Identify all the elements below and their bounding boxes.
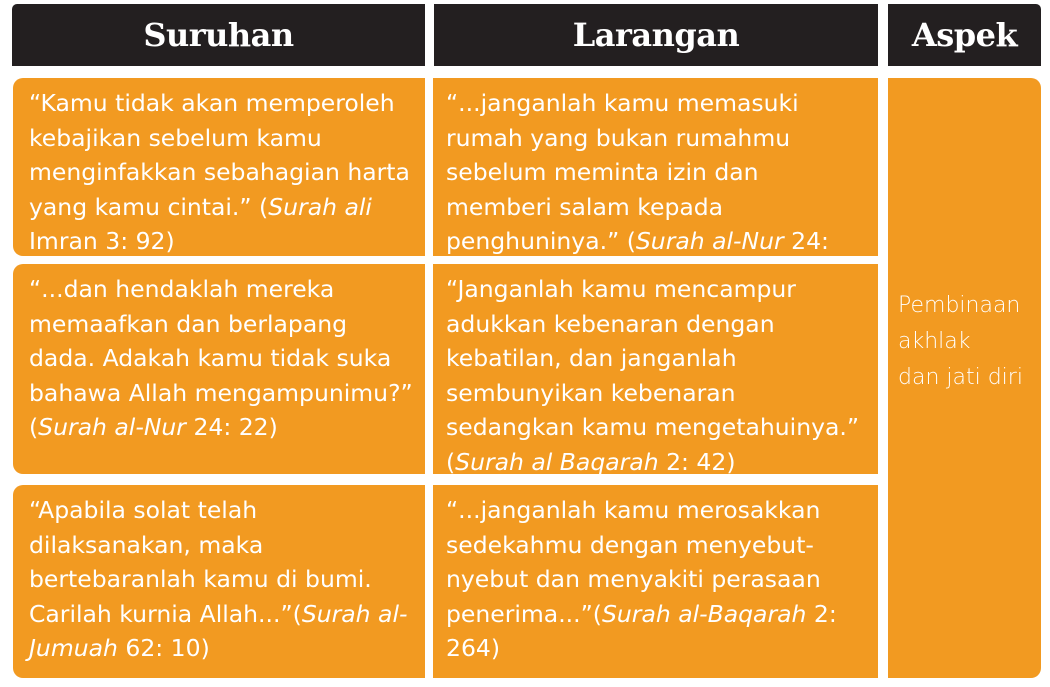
surah-reference: Surah ali <box>268 192 372 221</box>
quote-text: “...janganlah kamu memasuki rumah yang bukan rumahmu sebelum meminta izin dan memberi salam kepada penghuninya.” ( <box>446 89 799 255</box>
larangan-cell-2 <box>433 264 878 474</box>
surah-reference: Surah al-Jumuah <box>29 599 408 662</box>
verse-number: 2: 264) <box>446 599 837 662</box>
quote-text: “Janganlah kamu mencampur adukkan kebenaran dengan kebatilan, dan janganlah sembunyikan kebenaran sedangkan kamu mengetahuinya.” ( <box>446 275 860 474</box>
surah-reference: Surah al Baqarah <box>455 447 659 474</box>
quote-text: “...dan hendaklah mereka memaafkan dan berlapang dada. Adakah kamu tidak suka bahawa Allah mengampunimu?” ( <box>29 275 413 441</box>
verse-number: 62: 10) <box>117 634 210 662</box>
aspek-line-3: dan jati diri <box>898 365 1023 390</box>
larangan-cell-3 <box>433 485 878 678</box>
verse-number: 2: 42) <box>658 447 736 474</box>
aspek-line-2: akhlak <box>898 329 971 354</box>
quote-text: “Kamu tidak akan memperoleh kebajikan sebelum kamu menginfakkan sebahagian harta yang kamu cintai.” ( <box>29 89 410 221</box>
verse-number: 24: <box>791 227 829 255</box>
suruhan-cell-2 <box>13 264 425 474</box>
surah-reference: Surah al-Nur <box>635 227 784 255</box>
aspek-cell <box>888 78 1041 678</box>
aspek-line-1: Pembinaan <box>898 293 1021 318</box>
quote-text: “...janganlah kamu merosakkan sedekahmu dengan menyebut-nyebut dan menyakiti perasaan penerima...”( <box>446 496 821 628</box>
surah-reference: Surah al-Baqarah <box>601 599 807 628</box>
verse-number: 24: 22) <box>185 413 278 441</box>
header-suruhan: Suruhan <box>12 4 425 66</box>
header-aspek: Aspek <box>888 4 1041 66</box>
suruhan-cell-3 <box>13 485 425 678</box>
quote-text: “Apabila solat telah dilaksanakan, maka bertebaranlah kamu di bumi. Carilah kurnia Allah...”( <box>29 496 372 628</box>
larangan-cell-1 <box>433 78 878 256</box>
header-larangan: Larangan <box>434 4 878 66</box>
suruhan-cell-1 <box>13 78 425 256</box>
surah-reference: Surah al-Nur <box>38 413 186 441</box>
verse-number: Imran 3: 92) <box>29 227 175 255</box>
